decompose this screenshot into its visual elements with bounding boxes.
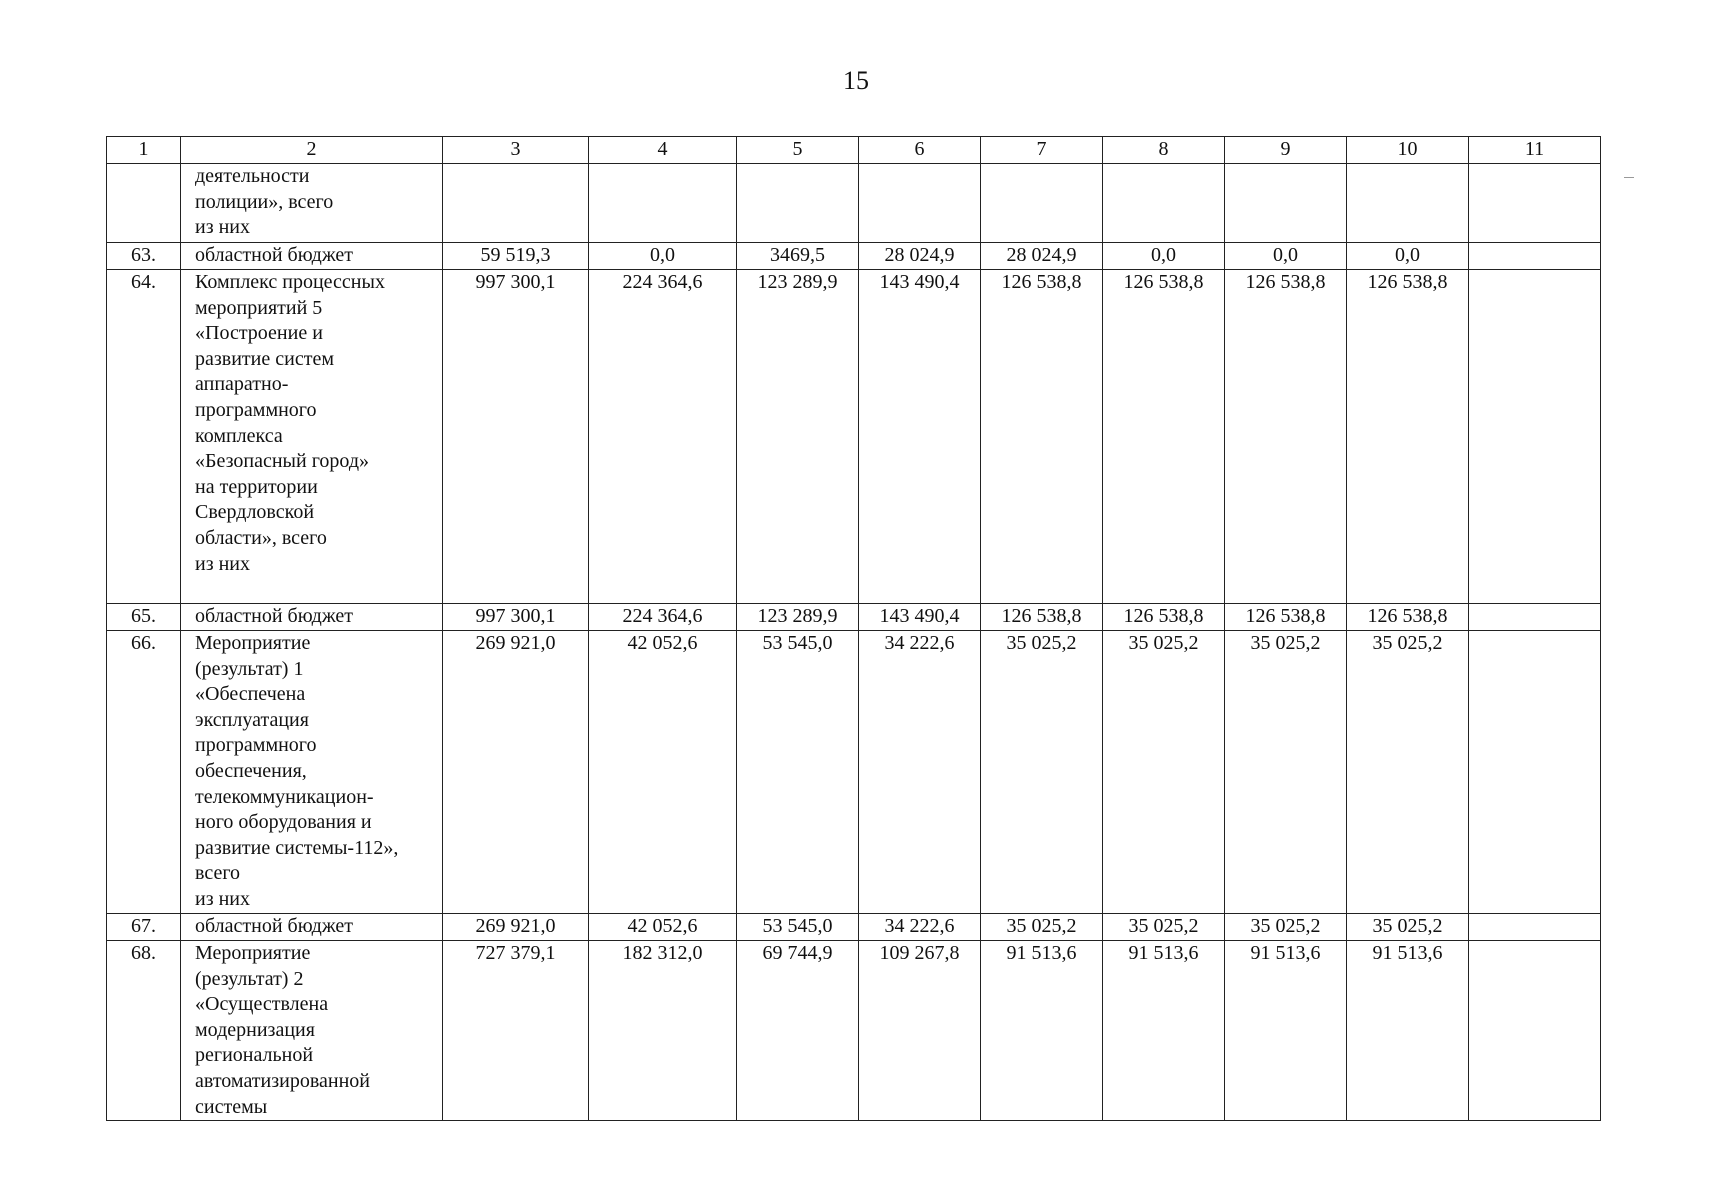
header-cell: 8 [1103, 137, 1225, 164]
value-cell-col-3: 997 300,1 [443, 270, 589, 604]
table-row [107, 604, 1601, 631]
table-row [107, 270, 1601, 604]
row-description: Мероприятие (результат) 2 «Осуществлена модернизация региональной автоматизированной системы [181, 941, 443, 1121]
value-cell-col-9: 0,0 [1225, 243, 1347, 270]
value-cell-col-5: 123 289,9 [737, 270, 859, 604]
value-cell-col-10: 35 025,2 [1347, 631, 1469, 914]
header-cell: 10 [1347, 137, 1469, 164]
value-cell-col-10 [1347, 164, 1469, 243]
value-cell-col-5: 69 744,9 [737, 941, 859, 1121]
value-cell-col-10: 0,0 [1347, 243, 1469, 270]
value-cell-col-4: 42 052,6 [589, 914, 737, 941]
row-number: 64. [107, 270, 181, 604]
value-cell-col-4: 224 364,6 [589, 270, 737, 604]
value-cell-col-8: 126 538,8 [1103, 604, 1225, 631]
value-cell-col-4: 182 312,0 [589, 941, 737, 1121]
row-number: 63. [107, 243, 181, 270]
header-cell: 7 [981, 137, 1103, 164]
empty-cell-col-11 [1469, 270, 1601, 604]
header-cell: 9 [1225, 137, 1347, 164]
empty-cell-col-11 [1469, 941, 1601, 1121]
row-number [107, 164, 181, 243]
empty-cell-col-11 [1469, 914, 1601, 941]
value-cell-col-7 [981, 164, 1103, 243]
table-row [107, 941, 1601, 1121]
value-cell-col-8: 0,0 [1103, 243, 1225, 270]
row-description: областной бюджет [181, 914, 443, 941]
row-description: областной бюджет [181, 604, 443, 631]
table-row [107, 914, 1601, 941]
value-cell-col-9 [1225, 164, 1347, 243]
value-cell-col-7: 28 024,9 [981, 243, 1103, 270]
value-cell-col-8 [1103, 164, 1225, 243]
value-cell-col-8: 35 025,2 [1103, 914, 1225, 941]
table-header-row [107, 137, 1601, 164]
value-cell-col-3: 727 379,1 [443, 941, 589, 1121]
row-description: Комплекс процессных мероприятий 5 «Построение и развитие систем аппаратно- программного комплекса «Безопасный город» на территории Свердловской области», всего из них [181, 270, 443, 604]
value-cell-col-5: 53 545,0 [737, 914, 859, 941]
value-cell-col-8: 91 513,6 [1103, 941, 1225, 1121]
header-cell: 5 [737, 137, 859, 164]
value-cell-col-3: 997 300,1 [443, 604, 589, 631]
value-cell-col-7: 126 538,8 [981, 270, 1103, 604]
row-number: 65. [107, 604, 181, 631]
value-cell-col-7: 91 513,6 [981, 941, 1103, 1121]
value-cell-col-4: 42 052,6 [589, 631, 737, 914]
value-cell-col-10: 126 538,8 [1347, 604, 1469, 631]
value-cell-col-3: 59 519,3 [443, 243, 589, 270]
value-cell-col-9: 91 513,6 [1225, 941, 1347, 1121]
empty-cell-col-11 [1469, 243, 1601, 270]
header-cell: 2 [181, 137, 443, 164]
page-number: 15 [843, 66, 869, 95]
value-cell-col-7: 35 025,2 [981, 631, 1103, 914]
row-description: областной бюджет [181, 243, 443, 270]
row-number: 68. [107, 941, 181, 1121]
row-description: деятельности полиции», всего из них [181, 164, 443, 243]
empty-cell-col-11 [1469, 604, 1601, 631]
table-row [107, 164, 1601, 243]
value-cell-col-9: 35 025,2 [1225, 631, 1347, 914]
value-cell-col-4: 0,0 [589, 243, 737, 270]
header-cell: 4 [589, 137, 737, 164]
value-cell-col-6: 28 024,9 [859, 243, 981, 270]
header-cell: 3 [443, 137, 589, 164]
value-cell-col-9: 35 025,2 [1225, 914, 1347, 941]
value-cell-col-4 [589, 164, 737, 243]
value-cell-col-7: 35 025,2 [981, 914, 1103, 941]
value-cell-col-5 [737, 164, 859, 243]
header-cell: 11 [1469, 137, 1601, 164]
value-cell-col-6 [859, 164, 981, 243]
header-cell: 1 [107, 137, 181, 164]
value-cell-col-9: 126 538,8 [1225, 270, 1347, 604]
value-cell-col-10: 91 513,6 [1347, 941, 1469, 1121]
value-cell-col-6: 143 490,4 [859, 604, 981, 631]
value-cell-col-5: 123 289,9 [737, 604, 859, 631]
value-cell-col-6: 34 222,6 [859, 914, 981, 941]
value-cell-col-9: 126 538,8 [1225, 604, 1347, 631]
budget-table [106, 136, 1601, 1121]
value-cell-col-4: 224 364,6 [589, 604, 737, 631]
value-cell-col-10: 35 025,2 [1347, 914, 1469, 941]
row-number: 66. [107, 631, 181, 914]
table-row [107, 631, 1601, 914]
value-cell-col-3 [443, 164, 589, 243]
value-cell-col-3: 269 921,0 [443, 914, 589, 941]
empty-cell-col-11 [1469, 164, 1601, 243]
value-cell-col-6: 34 222,6 [859, 631, 981, 914]
value-cell-col-6: 109 267,8 [859, 941, 981, 1121]
row-number: 67. [107, 914, 181, 941]
value-cell-col-3: 269 921,0 [443, 631, 589, 914]
value-cell-col-6: 143 490,4 [859, 270, 981, 604]
value-cell-col-8: 35 025,2 [1103, 631, 1225, 914]
value-cell-col-7: 126 538,8 [981, 604, 1103, 631]
value-cell-col-5: 3469,5 [737, 243, 859, 270]
value-cell-col-5: 53 545,0 [737, 631, 859, 914]
header-cell: 6 [859, 137, 981, 164]
margin-mark [1624, 177, 1634, 178]
value-cell-col-8: 126 538,8 [1103, 270, 1225, 604]
row-description: Мероприятие (результат) 1 «Обеспечена эксплуатация программного обеспечения, телекоммуникацион- ного оборудования и развитие системы-112», всего из них [181, 631, 443, 914]
empty-cell-col-11 [1469, 631, 1601, 914]
table-row [107, 243, 1601, 270]
value-cell-col-10: 126 538,8 [1347, 270, 1469, 604]
